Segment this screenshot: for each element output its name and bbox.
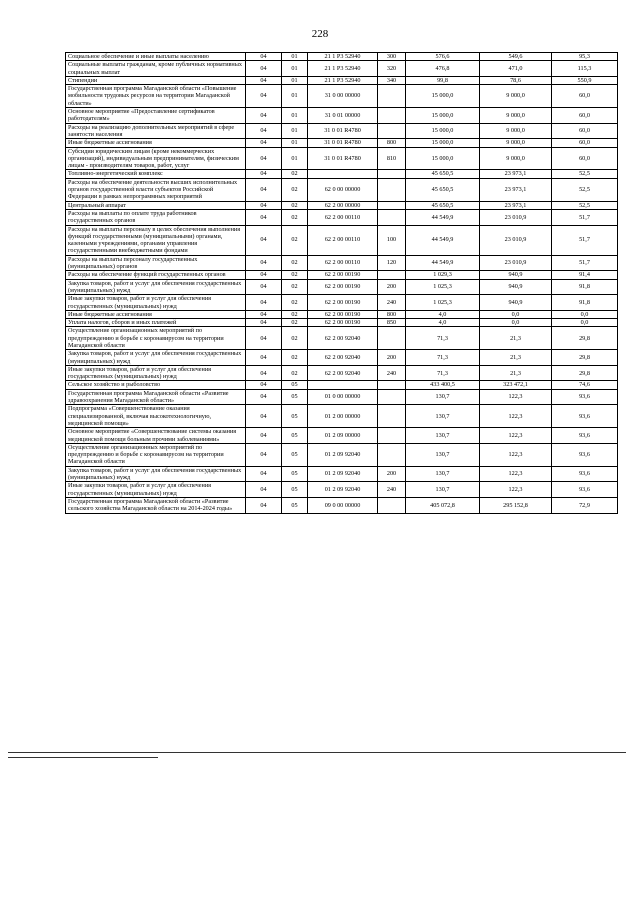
row-subsection: 01 <box>282 139 308 147</box>
row-executed-amount: 122,3 <box>480 428 552 444</box>
row-target-article: 01 2 09 92040 <box>308 466 378 482</box>
row-execution-percent: 51,7 <box>552 209 618 225</box>
row-target-article: 62 2 00 00110 <box>308 209 378 225</box>
row-planned-amount: 71,3 <box>406 350 480 366</box>
row-section: 04 <box>246 279 282 295</box>
row-expense-type <box>378 209 406 225</box>
row-execution-percent: 52,5 <box>552 170 618 178</box>
row-target-article: 09 0 00 00000 <box>308 497 378 513</box>
row-expense-type <box>378 443 406 466</box>
row-subsection: 02 <box>282 365 308 381</box>
row-execution-percent: 550,9 <box>552 76 618 84</box>
row-execution-percent: 60,0 <box>552 123 618 139</box>
row-section: 04 <box>246 389 282 405</box>
row-expense-type: 200 <box>378 466 406 482</box>
table-row <box>66 466 618 482</box>
row-subsection: 01 <box>282 61 308 77</box>
row-planned-amount: 130,7 <box>406 405 480 428</box>
row-execution-percent: 93,6 <box>552 428 618 444</box>
row-execution-percent: 95,3 <box>552 53 618 61</box>
row-target-article: 62 2 00 00110 <box>308 225 378 255</box>
row-name: Уплата налогов, сборов и иных платежей <box>66 319 246 327</box>
row-planned-amount: 4,0 <box>406 310 480 318</box>
row-executed-amount: 9 000,0 <box>480 123 552 139</box>
table-row <box>66 365 618 381</box>
row-execution-percent: 52,5 <box>552 201 618 209</box>
row-section: 04 <box>246 108 282 124</box>
row-executed-amount: 21,3 <box>480 327 552 350</box>
table-row <box>66 139 618 147</box>
row-name: Расходы на выплаты персоналу в целях обеспечения выполнения функций государственными (муниципальными) органами, казенными учреждениями, органами управления государственными внебюджетными фондами <box>66 225 246 255</box>
row-target-article: 62 2 00 92040 <box>308 327 378 350</box>
row-target-article: 31 0 01 R4780 <box>308 123 378 139</box>
row-expense-type: 320 <box>378 61 406 77</box>
row-section: 04 <box>246 381 282 389</box>
row-execution-percent: 60,0 <box>552 139 618 147</box>
row-executed-amount: 471,0 <box>480 61 552 77</box>
row-name: Иные закупки товаров, работ и услуг для обеспечения государственных (муниципальных) нужд <box>66 365 246 381</box>
row-section: 04 <box>246 85 282 108</box>
row-name: Социальные выплаты гражданам, кроме публичных нормативных социальных выплат <box>66 61 246 77</box>
row-expense-type <box>378 201 406 209</box>
row-target-article: 21 1 P3 52940 <box>308 53 378 61</box>
table-row <box>66 76 618 84</box>
row-subsection: 02 <box>282 327 308 350</box>
table-row <box>66 147 618 170</box>
row-target-article: 01 2 00 00000 <box>308 405 378 428</box>
row-planned-amount: 45 650,5 <box>406 201 480 209</box>
row-planned-amount: 45 650,5 <box>406 170 480 178</box>
row-section: 04 <box>246 209 282 225</box>
row-section: 04 <box>246 350 282 366</box>
row-subsection: 05 <box>282 497 308 513</box>
row-subsection: 05 <box>282 443 308 466</box>
footer-rule <box>8 752 626 753</box>
row-section: 04 <box>246 178 282 201</box>
row-section: 04 <box>246 76 282 84</box>
row-expense-type <box>378 428 406 444</box>
row-planned-amount: 130,7 <box>406 428 480 444</box>
row-expense-type: 340 <box>378 76 406 84</box>
row-target-article: 62 2 00 00190 <box>308 310 378 318</box>
row-planned-amount: 576,6 <box>406 53 480 61</box>
row-expense-type: 100 <box>378 225 406 255</box>
row-execution-percent: 93,6 <box>552 389 618 405</box>
row-name: Расходы на выплаты персоналу государственных (муниципальных) органов <box>66 255 246 271</box>
row-section: 04 <box>246 53 282 61</box>
page-number: 228 <box>311 28 329 40</box>
table-row <box>66 209 618 225</box>
row-subsection: 02 <box>282 310 308 318</box>
row-target-article: 21 1 P3 52940 <box>308 76 378 84</box>
row-execution-percent: 60,0 <box>552 108 618 124</box>
row-target-article: 62 2 00 00190 <box>308 295 378 311</box>
row-section: 04 <box>246 319 282 327</box>
row-section: 04 <box>246 310 282 318</box>
row-expense-type: 800 <box>378 139 406 147</box>
row-execution-percent: 29,8 <box>552 350 618 366</box>
row-name: Закупка товаров, работ и услуг для обеспечения государственных (муниципальных) нужд <box>66 350 246 366</box>
row-execution-percent: 93,6 <box>552 482 618 498</box>
row-name: Стипендии <box>66 76 246 84</box>
row-name: Иные бюджетные ассигнования <box>66 139 246 147</box>
row-executed-amount: 21,3 <box>480 350 552 366</box>
row-planned-amount: 71,3 <box>406 327 480 350</box>
row-executed-amount: 23 010,9 <box>480 255 552 271</box>
row-name: Сельское хозяйство и рыболовство <box>66 381 246 389</box>
row-section: 04 <box>246 327 282 350</box>
row-name: Основное мероприятие «Предоставление сертификатов работодателям» <box>66 108 246 124</box>
row-planned-amount: 476,8 <box>406 61 480 77</box>
row-target-article: 62 2 00 00110 <box>308 255 378 271</box>
row-name: Иные бюджетные ассигнования <box>66 310 246 318</box>
row-execution-percent: 91,4 <box>552 271 618 279</box>
row-executed-amount: 549,6 <box>480 53 552 61</box>
row-section: 04 <box>246 201 282 209</box>
row-expense-type <box>378 271 406 279</box>
row-section: 04 <box>246 428 282 444</box>
row-name: Субсидии юридическим лицам (кроме некоммерческих организаций), индивидуальным предпринимателям, физическим лицам - производителям товаров, работ, услуг <box>66 147 246 170</box>
row-target-article: 31 0 01 R4780 <box>308 147 378 170</box>
row-execution-percent: 29,8 <box>552 327 618 350</box>
row-executed-amount: 122,3 <box>480 482 552 498</box>
row-execution-percent: 72,9 <box>552 497 618 513</box>
row-expense-type <box>378 123 406 139</box>
table-row <box>66 482 618 498</box>
row-target-article <box>308 381 378 389</box>
row-expense-type: 240 <box>378 365 406 381</box>
row-planned-amount: 71,3 <box>406 365 480 381</box>
row-executed-amount: 122,3 <box>480 389 552 405</box>
row-target-article: 31 0 01 00000 <box>308 108 378 124</box>
row-subsection: 02 <box>282 178 308 201</box>
row-planned-amount: 44 549,9 <box>406 209 480 225</box>
row-planned-amount: 45 650,5 <box>406 178 480 201</box>
row-subsection: 02 <box>282 170 308 178</box>
row-section: 04 <box>246 497 282 513</box>
row-execution-percent: 93,6 <box>552 443 618 466</box>
row-name: Расходы на выплаты по оплате труда работников государственных органов <box>66 209 246 225</box>
row-executed-amount: 9 000,0 <box>480 147 552 170</box>
row-planned-amount: 1 025,3 <box>406 279 480 295</box>
row-section: 04 <box>246 123 282 139</box>
row-expense-type: 850 <box>378 319 406 327</box>
row-execution-percent: 93,6 <box>552 466 618 482</box>
table-row <box>66 327 618 350</box>
row-executed-amount: 23 973,1 <box>480 170 552 178</box>
table-row <box>66 319 618 327</box>
row-execution-percent: 0,0 <box>552 310 618 318</box>
row-name: Государственная программа Магаданской области «Развитие сельского хозяйства Магаданской области на 2014-2024 годы» <box>66 497 246 513</box>
row-execution-percent: 115,3 <box>552 61 618 77</box>
row-section: 04 <box>246 61 282 77</box>
row-execution-percent: 51,7 <box>552 255 618 271</box>
row-execution-percent: 0,0 <box>552 319 618 327</box>
row-planned-amount: 405 072,8 <box>406 497 480 513</box>
row-subsection: 02 <box>282 279 308 295</box>
row-subsection: 02 <box>282 209 308 225</box>
row-target-article: 62 2 00 92040 <box>308 365 378 381</box>
footer-rule-short <box>8 757 158 758</box>
row-executed-amount: 21,3 <box>480 365 552 381</box>
row-planned-amount: 1 025,3 <box>406 295 480 311</box>
row-executed-amount: 122,3 <box>480 466 552 482</box>
row-expense-type <box>378 389 406 405</box>
row-target-article: 62 2 00 00190 <box>308 319 378 327</box>
table-row <box>66 295 618 311</box>
row-execution-percent: 60,0 <box>552 147 618 170</box>
row-planned-amount: 15 000,0 <box>406 85 480 108</box>
row-execution-percent: 91,8 <box>552 279 618 295</box>
row-section: 04 <box>246 466 282 482</box>
row-planned-amount: 44 549,9 <box>406 225 480 255</box>
table-row <box>66 428 618 444</box>
row-expense-type <box>378 178 406 201</box>
row-planned-amount: 99,8 <box>406 76 480 84</box>
row-name: Центральный аппарат <box>66 201 246 209</box>
row-section: 04 <box>246 271 282 279</box>
row-expense-type: 200 <box>378 279 406 295</box>
row-section: 04 <box>246 295 282 311</box>
row-executed-amount: 23 010,9 <box>480 225 552 255</box>
table-row <box>66 170 618 178</box>
row-name: Подпрограмма «Совершенствование оказания специализированной, включая высокотехнологичную, медицинской помощи» <box>66 405 246 428</box>
row-name: Основное мероприятие «Совершенствование системы оказания медицинской помощи больным прочими заболеваниями» <box>66 428 246 444</box>
row-target-article: 62 2 00 92040 <box>308 350 378 366</box>
budget-table-body <box>66 53 618 514</box>
row-target-article: 62 2 00 00000 <box>308 201 378 209</box>
row-planned-amount: 44 549,9 <box>406 255 480 271</box>
row-section: 04 <box>246 365 282 381</box>
row-subsection: 05 <box>282 405 308 428</box>
row-planned-amount: 4,0 <box>406 319 480 327</box>
table-row <box>66 61 618 77</box>
row-subsection: 01 <box>282 108 308 124</box>
row-planned-amount: 15 000,0 <box>406 139 480 147</box>
row-name: Государственная программа Магаданской области «Развитие здравоохранения Магаданской области» <box>66 389 246 405</box>
table-row <box>66 497 618 513</box>
row-name: Расходы на обеспечение деятельности высших исполнительных органов государственной власти субъектов Российской Федерации в рамках непрограммных мероприятий <box>66 178 246 201</box>
row-executed-amount: 0,0 <box>480 319 552 327</box>
row-section: 04 <box>246 139 282 147</box>
row-expense-type <box>378 381 406 389</box>
row-subsection: 01 <box>282 85 308 108</box>
row-section: 04 <box>246 170 282 178</box>
row-executed-amount: 940,9 <box>480 279 552 295</box>
row-name: Топливно-энергетический комплекс <box>66 170 246 178</box>
row-subsection: 02 <box>282 255 308 271</box>
row-executed-amount: 9 000,0 <box>480 139 552 147</box>
row-executed-amount: 323 472,1 <box>480 381 552 389</box>
row-executed-amount: 122,3 <box>480 443 552 466</box>
row-planned-amount: 15 000,0 <box>406 108 480 124</box>
row-expense-type <box>378 327 406 350</box>
row-name: Закупка товаров, работ и услуг для обеспечения государственных (муниципальных) нужд <box>66 466 246 482</box>
row-planned-amount: 130,7 <box>406 482 480 498</box>
table-row <box>66 381 618 389</box>
row-execution-percent: 91,8 <box>552 295 618 311</box>
row-execution-percent: 74,6 <box>552 381 618 389</box>
row-executed-amount: 23 973,1 <box>480 178 552 201</box>
row-target-article: 01 2 09 92040 <box>308 443 378 466</box>
row-planned-amount: 1 029,3 <box>406 271 480 279</box>
row-target-article: 31 0 00 00000 <box>308 85 378 108</box>
table-row <box>66 123 618 139</box>
row-executed-amount: 9 000,0 <box>480 85 552 108</box>
row-target-article: 21 1 P3 52940 <box>308 61 378 77</box>
row-expense-type: 240 <box>378 295 406 311</box>
row-executed-amount: 9 000,0 <box>480 108 552 124</box>
table-row <box>66 310 618 318</box>
table-row <box>66 389 618 405</box>
row-subsection: 05 <box>282 482 308 498</box>
row-target-article: 01 2 09 92040 <box>308 482 378 498</box>
row-section: 04 <box>246 405 282 428</box>
row-name: Расходы на обеспечение функций государственных органов <box>66 271 246 279</box>
row-subsection: 02 <box>282 350 308 366</box>
row-subsection: 02 <box>282 225 308 255</box>
table-row <box>66 53 618 61</box>
row-executed-amount: 0,0 <box>480 310 552 318</box>
row-expense-type: 120 <box>378 255 406 271</box>
row-subsection: 01 <box>282 76 308 84</box>
row-executed-amount: 295 152,8 <box>480 497 552 513</box>
row-target-article: 01 2 09 00000 <box>308 428 378 444</box>
row-target-article: 62 2 00 00190 <box>308 271 378 279</box>
row-target-article: 01 0 00 00000 <box>308 389 378 405</box>
row-planned-amount: 130,7 <box>406 466 480 482</box>
row-planned-amount: 433 400,5 <box>406 381 480 389</box>
row-subsection: 01 <box>282 123 308 139</box>
row-subsection: 05 <box>282 428 308 444</box>
row-subsection: 02 <box>282 201 308 209</box>
table-row <box>66 178 618 201</box>
row-target-article: 62 0 00 00000 <box>308 178 378 201</box>
table-row <box>66 255 618 271</box>
row-expense-type <box>378 497 406 513</box>
table-row <box>66 271 618 279</box>
row-expense-type <box>378 85 406 108</box>
row-target-article: 31 0 01 R4780 <box>308 139 378 147</box>
row-planned-amount: 15 000,0 <box>406 123 480 139</box>
row-execution-percent: 52,5 <box>552 178 618 201</box>
budget-table-container <box>65 52 617 514</box>
row-expense-type: 300 <box>378 53 406 61</box>
table-row <box>66 225 618 255</box>
row-planned-amount: 15 000,0 <box>406 147 480 170</box>
row-executed-amount: 122,3 <box>480 405 552 428</box>
row-name: Социальное обеспечение и иные выплаты населению <box>66 53 246 61</box>
table-row <box>66 405 618 428</box>
row-subsection: 02 <box>282 295 308 311</box>
row-section: 04 <box>246 482 282 498</box>
row-subsection: 05 <box>282 381 308 389</box>
row-expense-type: 800 <box>378 310 406 318</box>
row-subsection: 05 <box>282 466 308 482</box>
table-row <box>66 108 618 124</box>
row-target-article: 62 2 00 00190 <box>308 279 378 295</box>
row-expense-type: 810 <box>378 147 406 170</box>
row-name: Иные закупки товаров, работ и услуг для обеспечения государственных (муниципальных) нужд <box>66 482 246 498</box>
row-name: Осуществление организационных мероприятий по предупреждению и борьбе с коронавирусом на территории Магаданской области <box>66 443 246 466</box>
table-row <box>66 350 618 366</box>
row-expense-type <box>378 405 406 428</box>
row-expense-type: 200 <box>378 350 406 366</box>
row-subsection: 01 <box>282 147 308 170</box>
row-expense-type <box>378 108 406 124</box>
row-name: Закупка товаров, работ и услуг для обеспечения государственных (муниципальных) нужд <box>66 279 246 295</box>
row-section: 04 <box>246 443 282 466</box>
budget-table <box>65 52 618 514</box>
row-subsection: 01 <box>282 53 308 61</box>
row-target-article <box>308 170 378 178</box>
row-section: 04 <box>246 147 282 170</box>
row-name: Расходы на реализацию дополнительных мероприятий в сфере занятости населения <box>66 123 246 139</box>
row-name: Иные закупки товаров, работ и услуг для обеспечения государственных (муниципальных) нужд <box>66 295 246 311</box>
row-subsection: 02 <box>282 271 308 279</box>
row-name: Осуществление организационных мероприятий по предупреждению и борьбе с коронавирусом на территории Магаданской области <box>66 327 246 350</box>
row-expense-type: 240 <box>378 482 406 498</box>
row-executed-amount: 940,9 <box>480 295 552 311</box>
row-planned-amount: 130,7 <box>406 389 480 405</box>
row-execution-percent: 29,8 <box>552 365 618 381</box>
row-planned-amount: 130,7 <box>406 443 480 466</box>
row-subsection: 02 <box>282 319 308 327</box>
row-execution-percent: 51,7 <box>552 225 618 255</box>
row-executed-amount: 940,9 <box>480 271 552 279</box>
row-expense-type <box>378 170 406 178</box>
row-executed-amount: 23 973,1 <box>480 201 552 209</box>
row-section: 04 <box>246 255 282 271</box>
row-executed-amount: 23 010,9 <box>480 209 552 225</box>
row-name: Государственная программа Магаданской области «Повышение мобильности трудовых ресурсов на территории Магаданской области» <box>66 85 246 108</box>
table-row <box>66 279 618 295</box>
table-row <box>66 85 618 108</box>
row-section: 04 <box>246 225 282 255</box>
row-execution-percent: 60,0 <box>552 85 618 108</box>
row-execution-percent: 93,6 <box>552 405 618 428</box>
table-row <box>66 201 618 209</box>
table-row <box>66 443 618 466</box>
row-subsection: 05 <box>282 389 308 405</box>
row-executed-amount: 78,6 <box>480 76 552 84</box>
